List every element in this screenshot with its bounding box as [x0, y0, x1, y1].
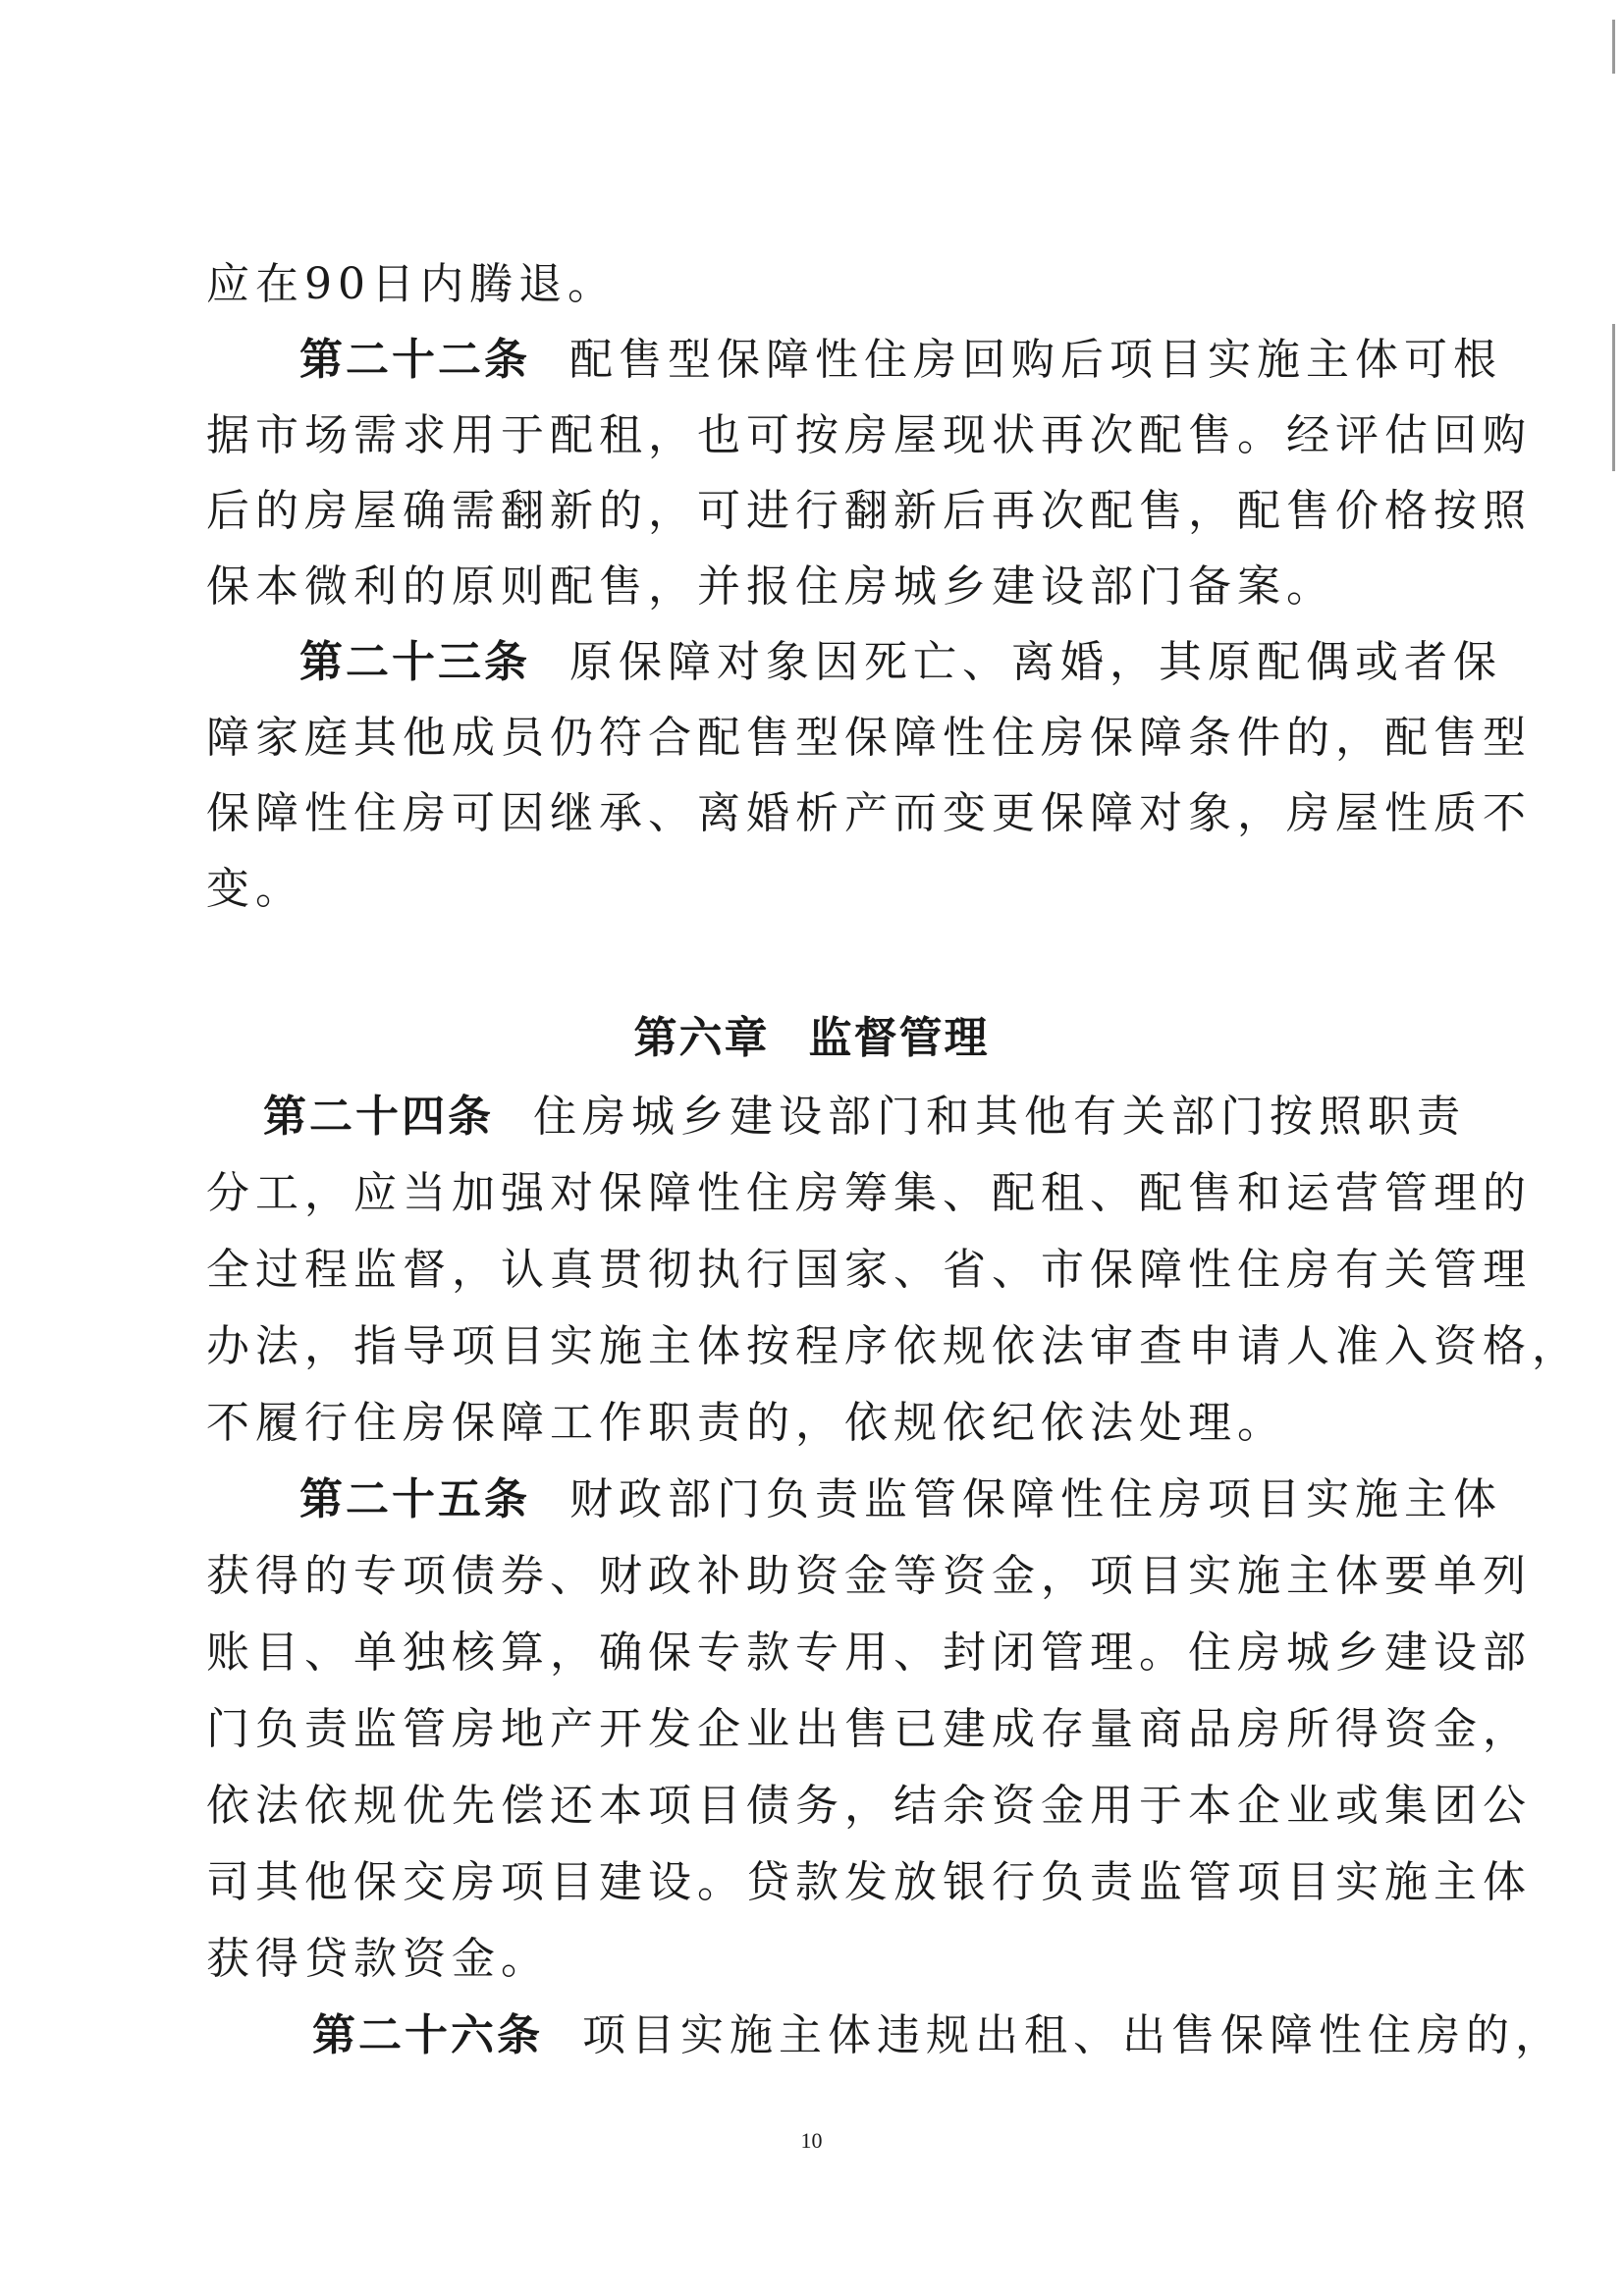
text-line: 障家庭其他成员仍符合配售型保障性住房保障条件的，配售型 [206, 713, 1532, 763]
chapter-heading [0, 1013, 1623, 1063]
text-line: 获得贷款资金。 [206, 1934, 550, 1984]
text-line: 后的房屋确需翻新的，可进行翻新后再次配售，配售价格按照 [206, 486, 1532, 536]
text-line: 财政部门负责监管保障性住房项目实施主体 [569, 1474, 1502, 1524]
scan-edge-mark [1612, 324, 1615, 471]
text-line: 项目实施主体违规出租、出售保障性住房的， [582, 2010, 1564, 2060]
scan-edge-mark [1612, 20, 1615, 74]
article-23 [299, 637, 1502, 687]
article-24 [263, 1092, 1466, 1142]
article-heading: 第二十五条 [299, 1474, 530, 1524]
text-line: 保障性住房可因继承、离婚析产而变更保障对象，房屋性质不 [206, 788, 1532, 838]
text-line: 应在90日内腾退。 [206, 259, 617, 309]
text-line: 依法依规优先偿还本项目债务，结余资金用于本企业或集团公 [206, 1781, 1532, 1831]
article-heading: 第二十三条 [299, 637, 530, 687]
text-line: 账目、单独核算，确保专款专用、封闭管理。住房城乡建设部 [206, 1628, 1532, 1678]
text-line: 门负责监管房地产开发企业出售已建成存量商品房所得资金， [206, 1704, 1532, 1754]
text-line: 不履行住房保障工作职责的，依规依纪依法处理。 [206, 1398, 1286, 1448]
text-line: 分工，应当加强对保障性住房筹集、配租、配售和运营管理的 [206, 1168, 1532, 1218]
text-line: 全过程监督，认真贯彻执行国家、省、市保障性住房有关管理 [206, 1245, 1532, 1295]
article-heading: 第二十二条 [299, 335, 530, 385]
article-22 [299, 335, 1502, 385]
text-line: 原保障对象因死亡、离婚，其原配偶或者保 [569, 637, 1502, 687]
chapter-number: 第六章 [633, 1013, 770, 1063]
text-line: 保本微利的原则配售，并报住房城乡建设部门备案。 [206, 561, 1335, 612]
text-line: 配售型保障性住房回购后项目实施主体可根 [569, 335, 1502, 385]
chapter-title: 监督管理 [808, 1013, 990, 1063]
article-26 [312, 2010, 1564, 2060]
text-line: 住房城乡建设部门和其他有关部门按照职责 [533, 1092, 1466, 1142]
article-heading: 第二十四条 [263, 1092, 494, 1142]
article-25 [299, 1474, 1502, 1524]
page-number: 10 [800, 2128, 823, 2153]
text-line: 变。 [206, 864, 304, 914]
text-line: 办法，指导项目实施主体按程序依规依法审查申请人准入资格， [206, 1321, 1581, 1371]
article-heading: 第二十六条 [312, 2010, 543, 2060]
text-line: 据市场需求用于配租，也可按房屋现状再次配售。经评估回购 [206, 410, 1532, 460]
text-line: 获得的专项债券、财政补助资金等资金，项目实施主体要单列 [206, 1551, 1532, 1601]
text-line: 司其他保交房项目建设。贷款发放银行负责监管项目实施主体 [206, 1857, 1532, 1907]
